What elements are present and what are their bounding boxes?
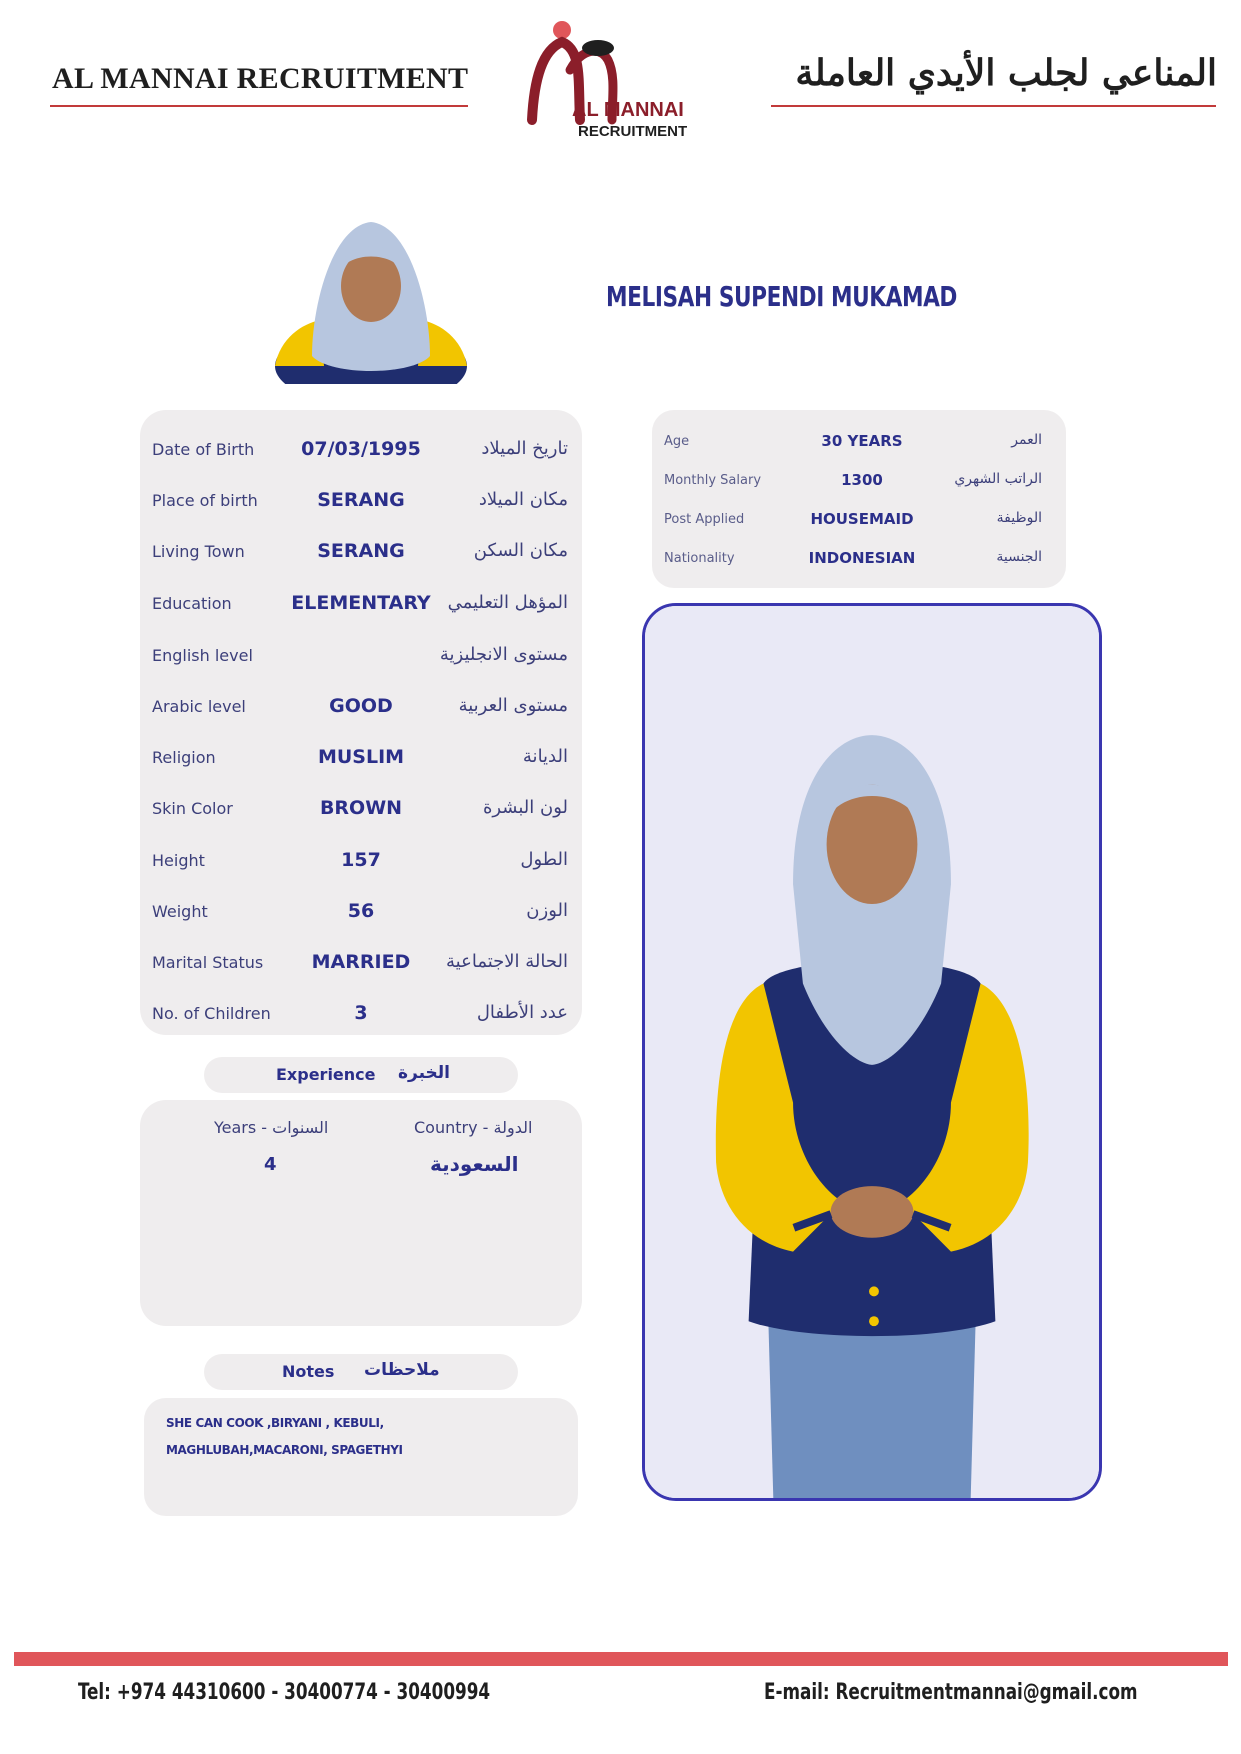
summary-label-ar: الوظيفة [996,510,1042,526]
detail-label-ar: الحالة الاجتماعية [446,951,568,972]
footer-accent-bar [14,1652,1228,1666]
detail-row-skin-color [140,791,582,831]
detail-label-ar: مكان السكن [473,540,568,561]
detail-label-ar: الديانة [522,746,568,767]
detail-label-en: Education [152,594,232,613]
detail-value: GOOD [329,695,393,717]
logo-text-top: AL MANNAI [572,99,684,121]
detail-label-en: Marital Status [152,953,264,972]
logo-text-bottom: RECRUITMENT [578,123,688,138]
detail-label-ar: المؤهل التعليمي [447,592,568,613]
detail-row-date-of-birth [140,432,582,472]
detail-row-education [140,586,582,626]
summary-row-nationality [652,543,1066,581]
detail-label-en: English level [152,646,253,665]
detail-row-place-of-birth [140,483,582,523]
detail-value: 56 [347,900,375,922]
summary-value: 30 YEARS [821,432,903,450]
detail-value: 157 [341,849,381,871]
company-name-arabic: المناعي لجلب الأيدي العاملة [795,52,1217,94]
experience-years-value: 4 [264,1154,277,1175]
detail-value: MUSLIM [317,746,405,768]
detail-value: 07/03/1995 [301,438,421,460]
detail-label-en: Weight [152,902,208,921]
detail-value: BROWN [319,797,403,819]
candidate-name: MELISAH SUPENDI MUKAMAD [606,280,957,313]
summary-label-en: Post Applied [664,512,745,527]
summary-row-age [652,426,1066,464]
notes-text: SHE CAN COOK ,BIRYANI , KEBULI, MAGHLUBAH,MACARONI, SPAGETHYI [166,1416,403,1457]
detail-label-en: Date of Birth [152,440,255,459]
detail-label-ar: مستوى العربية [458,695,568,716]
detail-label-ar: مكان الميلاد [478,489,568,510]
candidate-full-photo [642,603,1102,1501]
summary-label-en: Age [664,434,690,449]
experience-country-header: Country - الدولة [414,1118,533,1137]
detail-label-en: Living Town [152,542,245,561]
detail-label-ar: الطول [520,849,568,870]
detail-value: MARRIED [311,951,411,973]
detail-label-en: No. of Children [152,1004,271,1023]
summary-label-ar: العمر [1011,432,1042,448]
detail-label-en: Height [152,851,205,870]
detail-label-ar: مستوى الانجليزية [439,644,568,665]
summary-value: HOUSEMAID [810,510,914,528]
detail-value: SERANG [317,540,405,562]
detail-label-en: Place of birth [152,491,258,510]
summary-label-en: Monthly Salary [664,473,762,488]
detail-label-ar: عدد الأطفال [476,1002,568,1023]
company-name-english: AL MANNAI RECRUITMENT [52,62,469,95]
experience-title-en: Experience [276,1065,376,1084]
footer-telephone: Tel: +974 44310600 - 30400774 - 30400994 [78,1680,491,1705]
detail-value: ELEMENTARY [291,592,431,614]
detail-label-en: Skin Color [152,799,233,818]
summary-row-post [652,504,1066,542]
detail-row-height [140,843,582,883]
detail-row-weight [140,894,582,934]
detail-row-children [140,996,582,1036]
notes-title-en: Notes [282,1362,335,1381]
summary-value: 1300 [841,471,883,489]
detail-value: SERANG [317,489,405,511]
footer-email: E-mail: Recruitmentmannai@gmail.com [764,1680,1138,1705]
experience-country-value: السعودية [430,1152,519,1176]
experience-title-ar: الخبرة [398,1063,451,1083]
detail-row-religion [140,740,582,780]
company-logo [520,20,730,138]
summary-row-salary [652,465,1066,503]
detail-label-ar: الوزن [526,900,568,921]
personal-details-card [140,410,582,1035]
notes-title-ar: ملاحظات [364,1360,440,1380]
summary-label-en: Nationality [664,551,735,566]
summary-label-ar: الجنسية [996,549,1042,565]
experience-years-header: Years - السنوات [214,1118,329,1137]
candidate-avatar [272,216,470,384]
header-underline-left [50,105,468,107]
header-underline-right [771,105,1216,107]
detail-row-english-level [140,638,582,678]
detail-value: 3 [354,1002,368,1024]
detail-label-ar: لون البشرة [482,797,568,818]
summary-label-ar: الراتب الشهري [954,471,1042,487]
summary-value: INDONESIAN [808,549,916,567]
summary-card [652,410,1066,588]
notes-header-pill [204,1354,518,1390]
detail-row-living-town [140,534,582,574]
detail-label-ar: تاريخ الميلاد [481,438,568,459]
detail-row-arabic-level [140,689,582,729]
detail-label-en: Arabic level [152,697,246,716]
detail-label-en: Religion [152,748,216,767]
detail-row-marital-status [140,945,582,985]
